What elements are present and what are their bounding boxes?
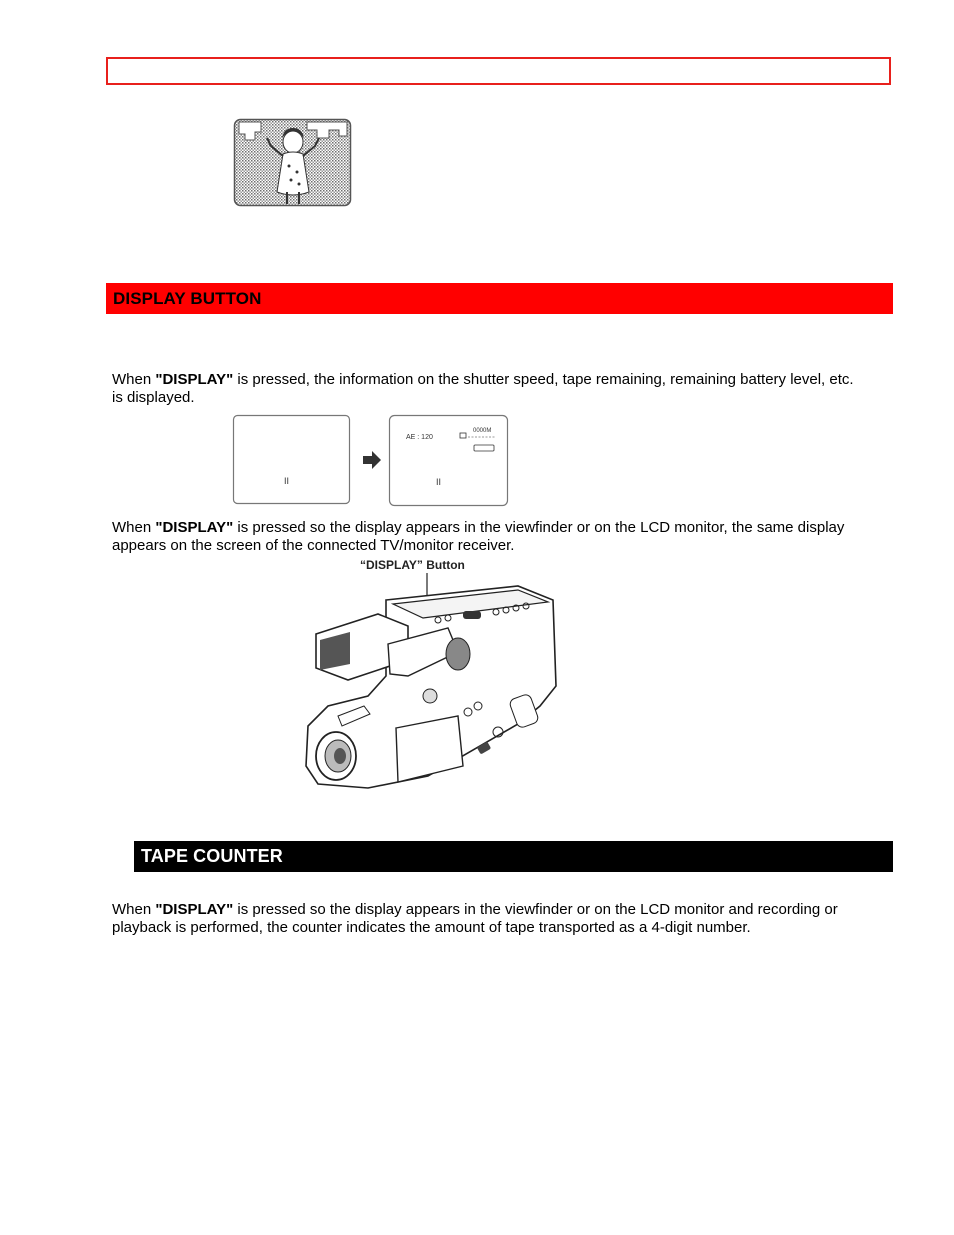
text-run: is displayed. [112, 389, 195, 406]
tape-counter-description [112, 901, 902, 937]
display-keyword: "DISPLAY" [155, 371, 234, 388]
viewfinder-girl-illustration [233, 118, 353, 208]
screen-after-display [388, 414, 510, 508]
text-run: When [112, 901, 156, 918]
display-keyword: "DISPLAY" [155, 901, 234, 918]
display-keyword: "DISPLAY" [155, 519, 234, 536]
display-button-callout: “DISPLAY” Button [360, 558, 465, 572]
section-title: DISPLAY BUTTON [113, 289, 262, 308]
display-tv-description [112, 519, 902, 555]
text-run: appears on the screen of the connected TV/monitor receiver. [112, 537, 515, 554]
text-run: playback is performed, the counter indicates the amount of tape transported as a 4-digit number. [112, 919, 751, 936]
tape-counter-readout: 0000M [473, 428, 492, 434]
text-run: is pressed, the information on the shutter speed, tape remaining, remaining battery level, etc. [233, 371, 854, 388]
arrow-right-icon [361, 450, 383, 470]
screen-before-display [232, 414, 352, 506]
text-run: is pressed so the display appears in the viewfinder or on the LCD monitor and recording or [233, 901, 838, 918]
top-frame [106, 57, 891, 85]
text-run: When [112, 371, 156, 388]
text-run: is pressed so the display appears in the viewfinder or on the LCD monitor, the same display [233, 519, 845, 536]
ae-readout: AE : 120 [406, 434, 433, 441]
section-header-tape-counter [134, 841, 893, 872]
section-header-display-button [106, 283, 893, 314]
section-title: TAPE COUNTER [141, 846, 283, 866]
pause-symbol: II [436, 477, 442, 487]
pause-symbol: II [284, 476, 290, 486]
text-run: When [112, 519, 156, 536]
display-description [112, 371, 902, 407]
camcorder-illustration [298, 556, 568, 801]
